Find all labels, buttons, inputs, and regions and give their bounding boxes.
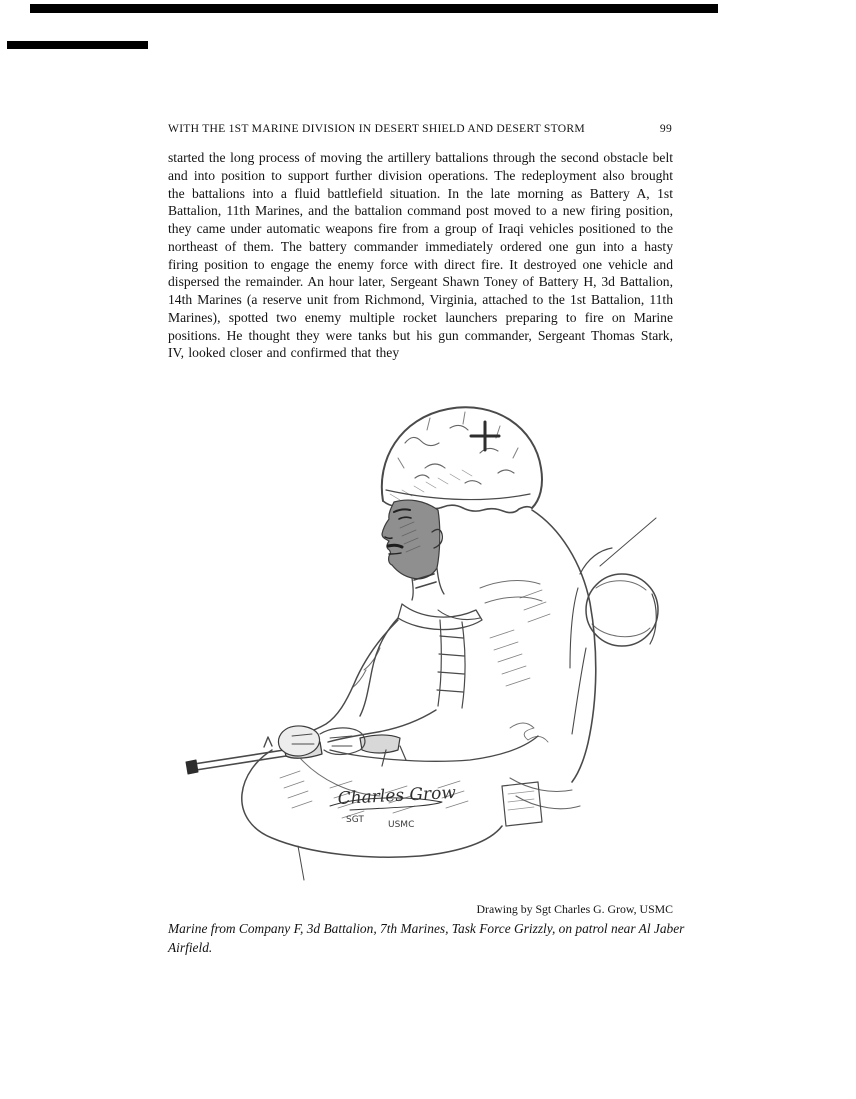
scan-artifact-bar-top	[30, 4, 718, 13]
signature-branch: USMC	[388, 820, 415, 830]
face	[382, 500, 444, 600]
scan-artifact-bar-left	[7, 41, 148, 49]
page-number: 99	[659, 122, 672, 135]
running-header	[168, 122, 672, 135]
body-paragraph: started the long process of moving the artillery battalions through the second obstacle belt and into position to support further division operations. The redeployment also brought the battalions into a fluid battlefield situation. In the late morning as Battery A, 1st Battalion, 11th Marines, and the battalion command post moved to a new firing position, they came under automatic weapons fire from a group of Iraqi vehicles positioned to the northeast of them. The battery commander immediately ordered one gun into a hasty firing position to engage the enemy force with direct fire. It destroyed one vehicle and dispersed the remainder. An hour later, Sergeant Shawn Toney of Battery H, 3d Battalion, 14th Marines (a reserve unit from Richmond, Virginia, attached to the 1st Battalion, 11th Marines), spotted two enemy multiple rocket launchers preparing to fire on Marine positions. He thought they were tanks but his gun commander, Sergeant Thomas Stark, IV, looked closer and confirmed that they	[168, 150, 673, 361]
figure-credit: Drawing by Sgt Charles G. Grow, USMC	[476, 902, 673, 916]
helmet-cross-mark	[471, 422, 499, 450]
figure-caption: Marine from Company F, 3d Battalion, 7th Marines, Task Force Grizzly, on patrol near Al Jaber Airfield.	[168, 921, 685, 955]
backpack-gear	[570, 518, 658, 734]
signature-name: Charles Grow	[337, 782, 457, 809]
helmet	[382, 407, 542, 512]
arms	[278, 620, 436, 756]
signature-rank: SGT	[346, 815, 364, 825]
marine-sketch	[180, 398, 665, 893]
header-title: WITH THE 1ST MARINE DIVISION IN DESERT SHIELD AND DESERT STORM	[168, 122, 585, 135]
